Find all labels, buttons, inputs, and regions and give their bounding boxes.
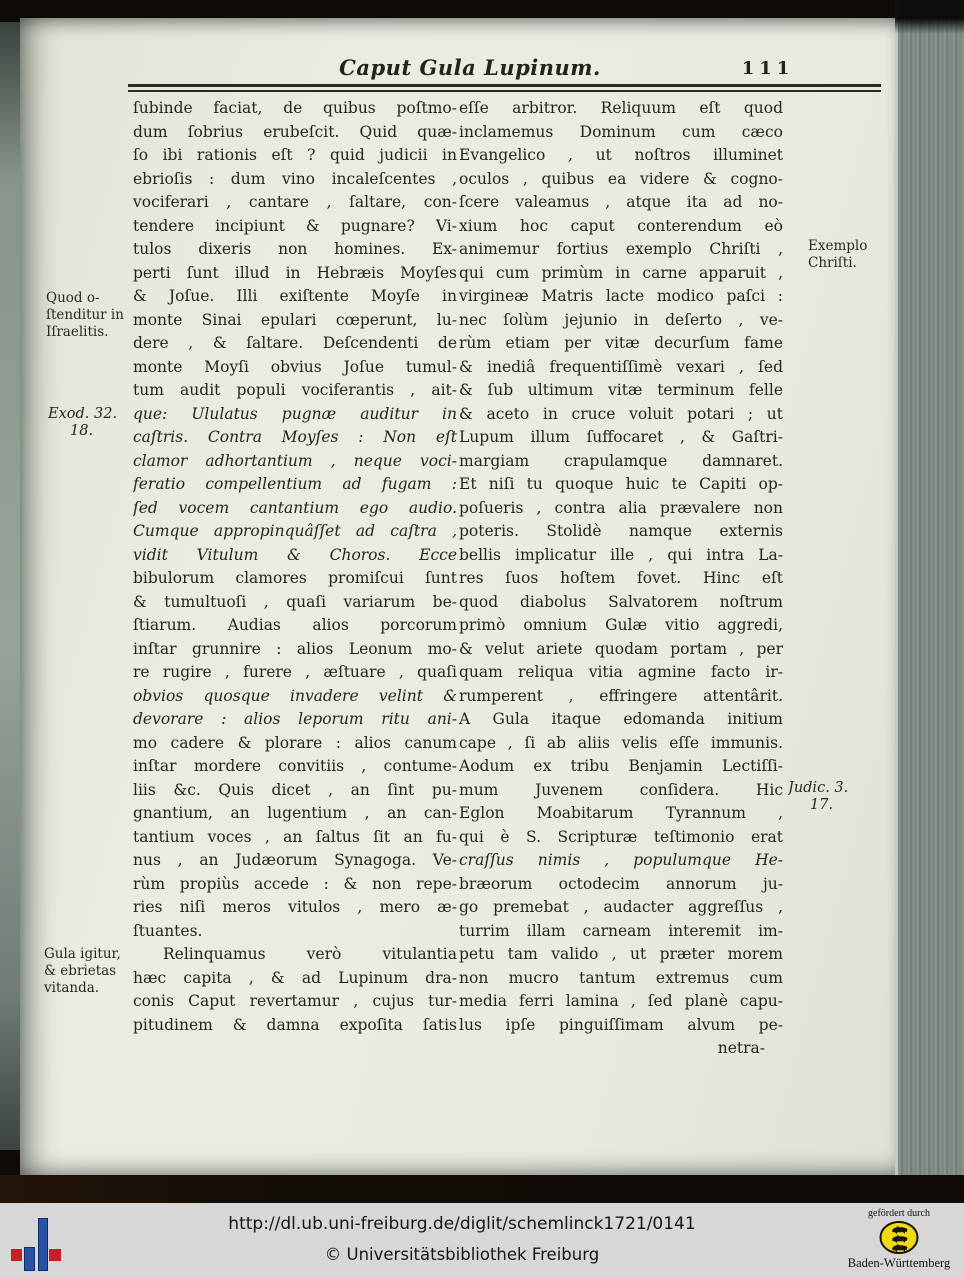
text-line: tulos dixeris non homines. Ex- (133, 240, 457, 258)
text-line: & ebrietas (44, 963, 117, 979)
text-line: vociferari , cantare , ſaltare, con- (133, 193, 457, 211)
text-line: Eglon Moabitarum Tyrannum , (459, 804, 783, 822)
text-line: eſſe arbitror. Reliquum eſt quod (459, 99, 783, 117)
text-line: monte Moyſi obvius Joſue tumul- (133, 357, 457, 376)
text-line: rumperent , effringere attentârit. (459, 686, 783, 705)
text-line: petu tam valido , ut præter morem (459, 945, 783, 963)
text-line: pitudinem & damna expoſita ſatis (133, 1015, 457, 1034)
text-line: bibulorum clamores promiſcui ſunt (133, 569, 457, 587)
library-footer-bar (0, 1203, 964, 1278)
text-line: mo cadere & plorare : alios canum (133, 733, 457, 752)
text-line: gnantium, an lugentium , an can- (133, 804, 457, 822)
text-line: 18. (70, 423, 94, 439)
uni-freiburg-logo-red-left (11, 1249, 22, 1261)
margin-note-judic-3-17 (788, 780, 880, 814)
text-line: Gula igitur, (44, 946, 121, 962)
text-line: liis &c. Quis dicet , an ſint pu- (133, 780, 457, 799)
text-line: & velut ariete quodam portam , per (459, 639, 783, 658)
uni-freiburg-logo (0, 1203, 110, 1278)
text-line: vitanda. (44, 980, 100, 996)
funded-by-label: gefördert durch (868, 1208, 930, 1219)
text-column-left (133, 97, 457, 1037)
text-line: Et niſi tu quoque huic te Capiti op- (459, 475, 783, 493)
text-line: dere , & ſaltare. Deſcendenti de (133, 334, 457, 352)
book-gutter-shadow (0, 22, 20, 1150)
text-line: ſcere valeamus , atque ita ad no- (459, 193, 783, 211)
margin-note-exemplo-christi (808, 238, 900, 272)
text-line: ſtuantes. (133, 921, 203, 940)
running-title: Caput Gula Lupinum. (339, 55, 601, 80)
text-line: hæc capita , & ad Lupinum dra- (133, 968, 457, 987)
text-line: Iſraelitis. (46, 324, 109, 340)
text-line: margiam crapulamque damnaret. (459, 451, 783, 470)
header-double-rule (128, 84, 881, 92)
uni-freiburg-logo-bar-short (24, 1247, 35, 1271)
text-line: ſubinde faciat, de quibus poſtmo- (133, 99, 457, 117)
text-line: caſtris. Contra Moyſes : Non eſt (133, 428, 457, 446)
document-url: http://dl.ub.uni-freiburg.de/diglit/schemlinck1721/0141 (228, 1214, 696, 1234)
text-line: inclamemus Dominum cum cæco (459, 122, 783, 141)
margin-note-gula-igitur (44, 946, 136, 997)
text-line: primò omnium Gulæ vitio aggredi, (459, 616, 783, 634)
page-number: 111 (741, 58, 795, 79)
baden-wuerttemberg-coat-of-arms-icon (838, 1221, 960, 1254)
text-line: ebrioſis : dum vino incaleſcentes , (133, 169, 457, 188)
text-line: Relinquamus verò vitulantia (163, 945, 457, 963)
uni-freiburg-logo-bar-tall (38, 1218, 48, 1271)
text-line: quod diabolus Salvatorem noſtrum (459, 592, 783, 611)
text-line: ſtenditur in (46, 307, 124, 323)
text-line: Aodum ex tribu Benjamin Lectiſſi- (459, 757, 783, 775)
text-line: ſed vocem cantantium ego audio. (133, 498, 457, 517)
text-line: quam reliqua vitia agmine facto ir- (459, 663, 783, 681)
text-line: xium hoc caput conterendum eò (459, 216, 783, 235)
text-line: & aceto in cruce voluit potari ; ut (459, 404, 783, 423)
text-line: A Gula itaque edomanda initium (459, 710, 783, 728)
page-edges (895, 0, 964, 1203)
text-line: Lupum illum ſuffocaret , & Gaſtri- (459, 428, 783, 446)
text-line: & ſub ultimum vitæ terminum felle (459, 381, 783, 399)
text-line: ſtiarum. Audias alios porcorum (133, 616, 457, 634)
text-line: tum audit populi vociferantis , ait- (133, 381, 457, 399)
text-line: clamor adhortantium , neque voci- (133, 451, 457, 470)
text-line: ries niſi meros vitulos , mero æ- (133, 898, 457, 916)
text-line: res ſuos hoſtem fovet. Hinc eſt (459, 569, 783, 587)
text-line: oculos , quibus ea videre & cogno- (459, 169, 783, 188)
text-line: virgineæ Matris lacte modico paſci : (459, 287, 783, 305)
text-line: monte Sinai epulari cœperunt, lu- (133, 310, 457, 329)
text-line: & Joſue. Illi exiſtente Moyſe in (133, 287, 457, 305)
text-line: tantium voces , an ſaltus ſit an fu- (133, 827, 457, 846)
text-line: qui cum primùm in carne apparuit , (459, 263, 783, 282)
text-line: animemur fortius exemplo Chriſti , (459, 240, 783, 258)
text-line: cape , ſi ab aliis velis eſſe immunis. (459, 733, 783, 752)
text-line: rùm propiùs accede : & non repe- (133, 874, 457, 893)
text-line: mum Juvenem conſidera. Hic (459, 780, 783, 799)
text-line: poteris. Stolidè namque externis (459, 522, 783, 540)
text-line: tendere incipiunt & pugnare? Vi- (133, 216, 457, 235)
text-line: go premebat , audacter aggreſſus , (459, 898, 783, 916)
text-line: inſtar grunnire : alios Leonum mo- (133, 639, 457, 658)
text-line: Exemplo (808, 238, 868, 254)
text-line: Judic. 3. (788, 780, 849, 796)
text-line: nus , an Judæorum Synagoga. Ve- (133, 851, 457, 869)
text-line: ſo ibi rationis eſt ? quid judicii in (133, 146, 457, 164)
text-line: bræorum octodecim annorum ju- (459, 874, 783, 893)
text-line: nec ſolùm jejunio in deſerto , ve- (459, 310, 783, 329)
text-line: feratio compellentium ad fugam : (133, 475, 457, 493)
text-line: que: Ululatus pugnæ auditur in (133, 404, 457, 423)
text-line: bellis implicatur ille , qui intra La- (459, 545, 783, 564)
text-line: netra- (717, 1039, 765, 1057)
text-line: lus ipſe pinguiſſimam alvum pe- (459, 1015, 783, 1034)
text-line: craſſus nimis , populumque He- (459, 851, 783, 869)
text-line: devorare : alios leporum ritu ani- (133, 710, 457, 728)
region-label: Baden-Württemberg (847, 1256, 951, 1270)
margin-note-quod-ostenditur (46, 290, 138, 341)
text-line: vidit Vitulum & Choros. Ecce (133, 545, 457, 564)
text-column-right (459, 97, 783, 1061)
copyright-text: © Universitätsbibliothek Freiburg (324, 1245, 600, 1264)
text-line: Cumque appropinquâſſet ad caſtra , (133, 522, 457, 540)
scan-bottom-shadow (0, 1175, 964, 1203)
page-edges-shadow (895, 0, 964, 34)
text-line: re rugire , furere , æſtuare , quaſi (133, 663, 457, 681)
text-line: Evangelico , ut noſtros illuminet (459, 146, 783, 164)
margin-note-exod-32-18 (48, 406, 140, 440)
text-line: dum ſobrius erubeſcit. Quid quæ- (133, 122, 457, 141)
text-line: obvios quosque invadere velint & (133, 686, 457, 705)
text-line: & inediâ frequentiſſimè vexari , ſed (459, 357, 783, 376)
text-line: 17. (810, 797, 834, 813)
uni-freiburg-logo-red-right (49, 1249, 61, 1261)
text-line: non mucro tantum extremus cum (459, 968, 783, 987)
text-line: Quod o- (46, 290, 100, 306)
text-line: inſtar mordere convitiis , contume- (133, 757, 457, 775)
text-line: turrim illam carneam interemit im- (459, 921, 783, 940)
text-line: Exod. 32. (48, 406, 118, 422)
text-line: rùm etiam per vitæ decurſum fame (459, 334, 783, 352)
text-line: Chriſti. (808, 255, 857, 271)
text-line: media ferri lamina , ſed planè capu- (459, 992, 783, 1010)
text-line: perti ſunt illud in Hebræis Moyſes (133, 263, 457, 282)
text-line: poſueris , contra alia prævalere non (459, 498, 783, 517)
text-line: qui è S. Scripturæ teſtimonio erat (459, 827, 783, 846)
funding-block (838, 1207, 960, 1278)
text-line: conis Caput revertamur , cujus tur- (133, 992, 457, 1010)
text-line: & tumultuoſi , quaſi variarum be- (133, 592, 457, 611)
